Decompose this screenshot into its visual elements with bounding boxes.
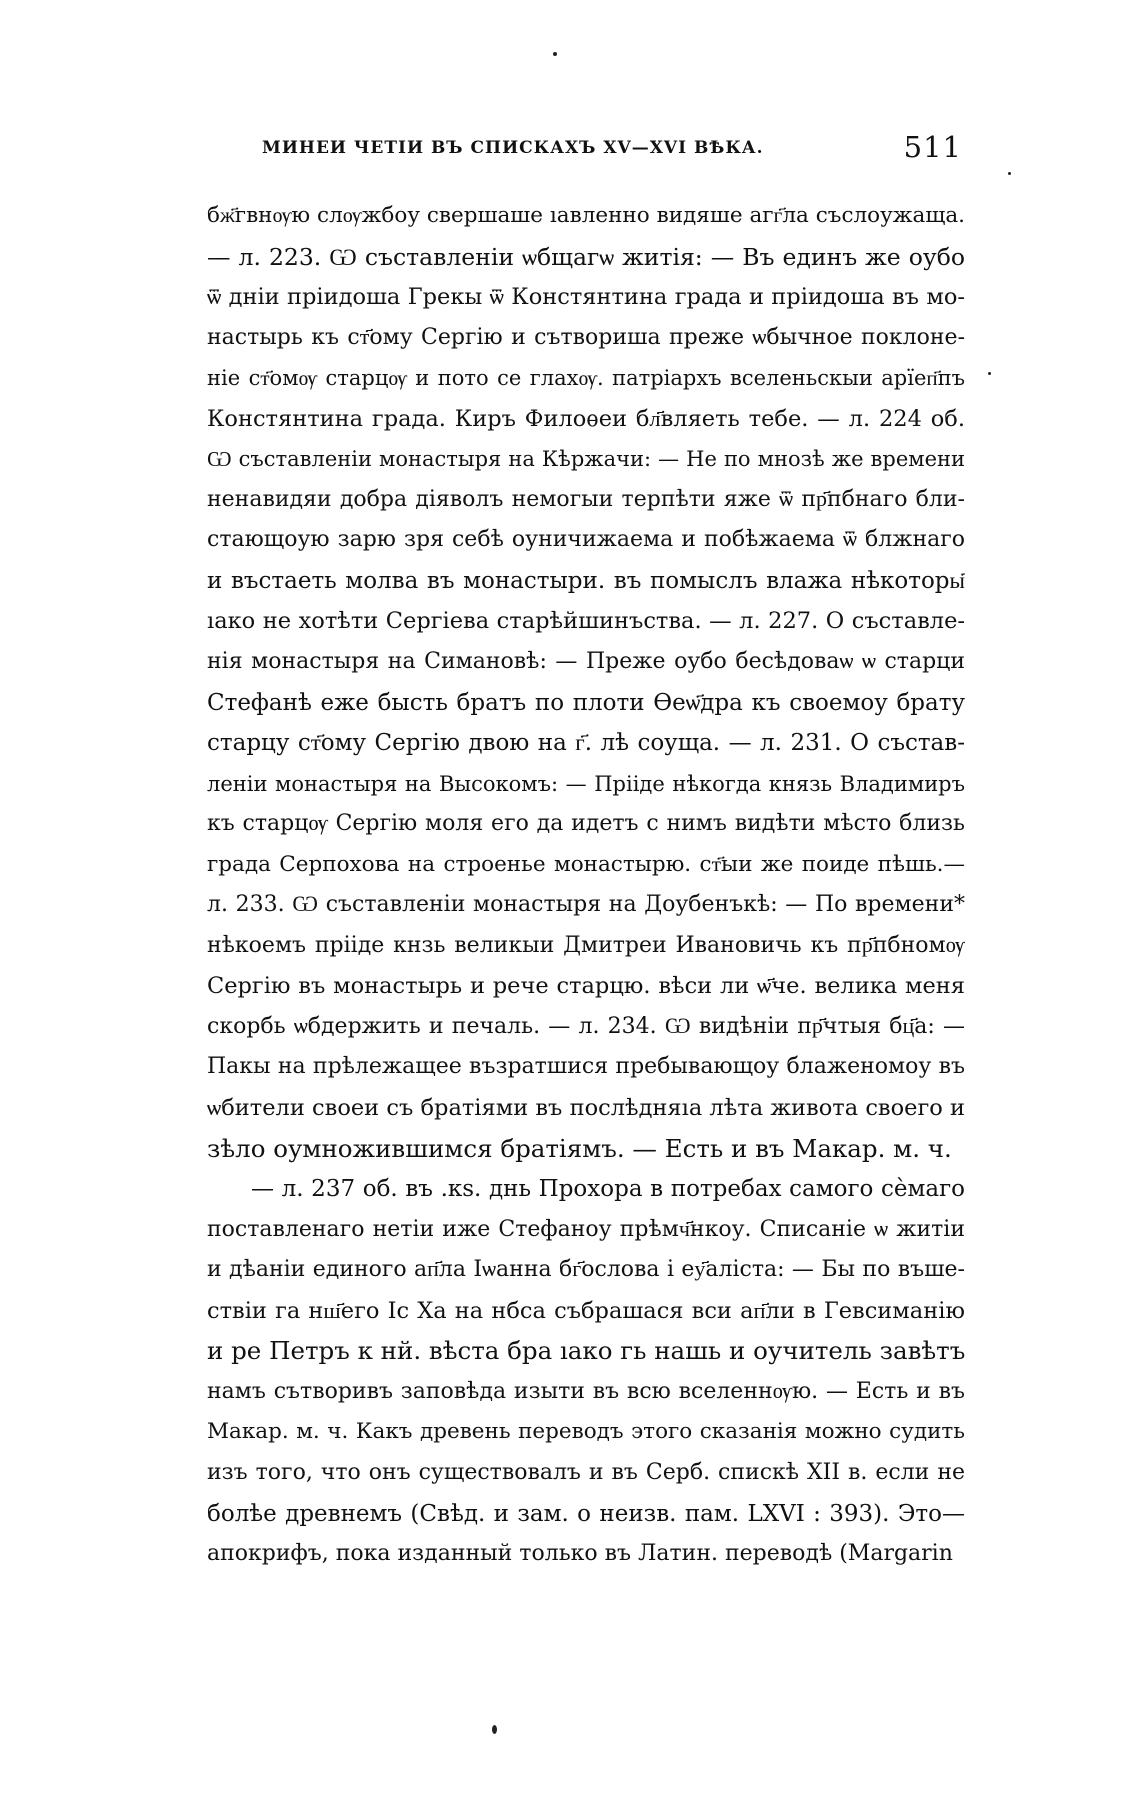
text-line: нѣкоемъ прііде кнзь великыи Дмитреи Ивановичь къ пр҃пбномѹ — [207, 932, 965, 958]
text-line: поставленаго нетіи иже Стефаноу прѣмч҃нкоу. Списаніе ѡ житіи — [207, 1216, 965, 1242]
text-line: ѡбители своеи съ братіями въ послѣдняıа лѣта живота своего и — [207, 1095, 965, 1122]
text-line: намъ сътворивъ заповѣда изыти въ всю вселеннѹю. — Есть и въ — [207, 1378, 965, 1404]
page-number: 511 — [903, 130, 962, 164]
text-line: и дѣаніи единого ап҃ла Іѡанна бг҃ослова і еу҃аліста: — Бы по въше- — [207, 1257, 965, 1283]
text-line: Стефанѣ еже бысть братъ по плоти Ѳеѡ҃дра къ своемоу брату — [207, 689, 965, 716]
scan-speck — [553, 52, 557, 56]
text-line: ѿ дніи пріидоша Грекы ѿ Констянтина града и пріидоша въ мо- — [207, 284, 965, 311]
text-line: старцу ст҃ому Сергію двою на г҃. лѣ соуща. — л. 231. О състав- — [207, 730, 965, 757]
text-line: ненавидяи добра діяволъ немогыи терпѣти яже ѿ пр҃пбнаго бли- — [207, 486, 965, 512]
text-line: и ре Петръ к нй. вѣста бра ıако гь нашь и оучитель завѣтъ — [207, 1336, 965, 1366]
running-title: МИНЕИ ЧЕТІИ ВЪ СПИСКАХЪ XV—XVI ВѢКА. — [262, 138, 764, 158]
body-text — [207, 196, 965, 1575]
text-line: ніе ст҃омѹ старцѹ и пото се глахѹ. патріархъ вселеньскыи арїеп҃пъ — [207, 366, 965, 391]
text-line: и въстаеть молва въ монастыри. въ помыслъ влажа нѣкоторы҃ — [207, 567, 965, 594]
text-line: скорбь ѡбдержить и печаль. — л. 234. Ѡ видѣніи пр҃чтыя бц҃а: — — [207, 1013, 965, 1039]
scan-speck — [492, 1725, 497, 1734]
text-line: къ старцѹ Сергію моля его да идетъ с нимъ видѣти мѣсто близь — [207, 811, 965, 837]
text-line: настырь къ ст҃ому Сергію и сътвориша преже ѡбычное поклоне- — [207, 324, 965, 350]
text-line: ıако не хотѣти Сергіева старѣйшинъства. — л. 227. О съставле- — [207, 608, 965, 635]
text-line: болѣе древнемъ (Свѣд. и зам. о неизв. пам. LXVI : 393). Это— — [207, 1500, 965, 1527]
text-line: изъ того, что онъ существовалъ и въ Серб. спискѣ XII в. если не — [207, 1459, 965, 1485]
text-line: леніи монастыря на Высокомъ: — Прііде нѣкогда князь Владимиръ — [207, 771, 965, 796]
text-line: стающоую зарю зря себѣ оуничижаема и побѣжаема ѿ блжнаго — [207, 527, 965, 553]
scan-speck — [1008, 172, 1011, 175]
text-line: апокрифъ, пока изданный только въ Латин. переводѣ (Margarin — [207, 1541, 953, 1567]
text-line: нія монастыря на Симановѣ: — Преже оубо бесѣдоваѡ ѡ старци — [207, 649, 965, 675]
text-line: — л. 223. Ѡ съставленіи ѡбщагѡ житія: — Въ единъ же оубо — [207, 242, 965, 271]
text-line: л. 233. Ѡ съставленіи монастыря на Доубенъкѣ: — По времени* — [207, 892, 965, 918]
running-header — [262, 130, 962, 170]
text-line: ствіи га нш҃его Іс Ха на нбса събрашася вси ап҃ли в Гевсиманію — [207, 1297, 965, 1324]
text-line: Макар. м. ч. Какъ древень переводъ этого сказанія можно судить — [207, 1419, 965, 1445]
text-line: — л. 237 об. въ .кѕ. днь Прохора в потребах самого сѐмаго — [251, 1176, 965, 1203]
text-line: зѣло оумножившимся братіямъ. — Есть и въ Макар. м. ч. — [207, 1133, 952, 1163]
text-line: Пакы на прѣлежащее възратшися пребывающоу блаженомоу въ — [207, 1054, 965, 1080]
scan-speck — [988, 372, 991, 375]
text-line: бж҃гвнѹю слѹжбоу свершаше ıавленно видяше агг҃ла съслоужаща. — [207, 203, 965, 228]
text-line: Констянтина града. Киръ Филоѳеи бл҃вляеть тебе. — л. 224 об. — [207, 405, 965, 432]
text-line: Ѡ съставленіи монастыря на Кѣржачи: — Не по мнозѣ же времени — [207, 447, 965, 472]
text-line: града Серпохова на строенье монастырю. ст҃ыи же поиде пѣшь.— — [207, 851, 965, 877]
text-line: Сергію въ монастырь и рече старцю. вѣси ли ѡ҃че. велика меня — [207, 973, 965, 1000]
